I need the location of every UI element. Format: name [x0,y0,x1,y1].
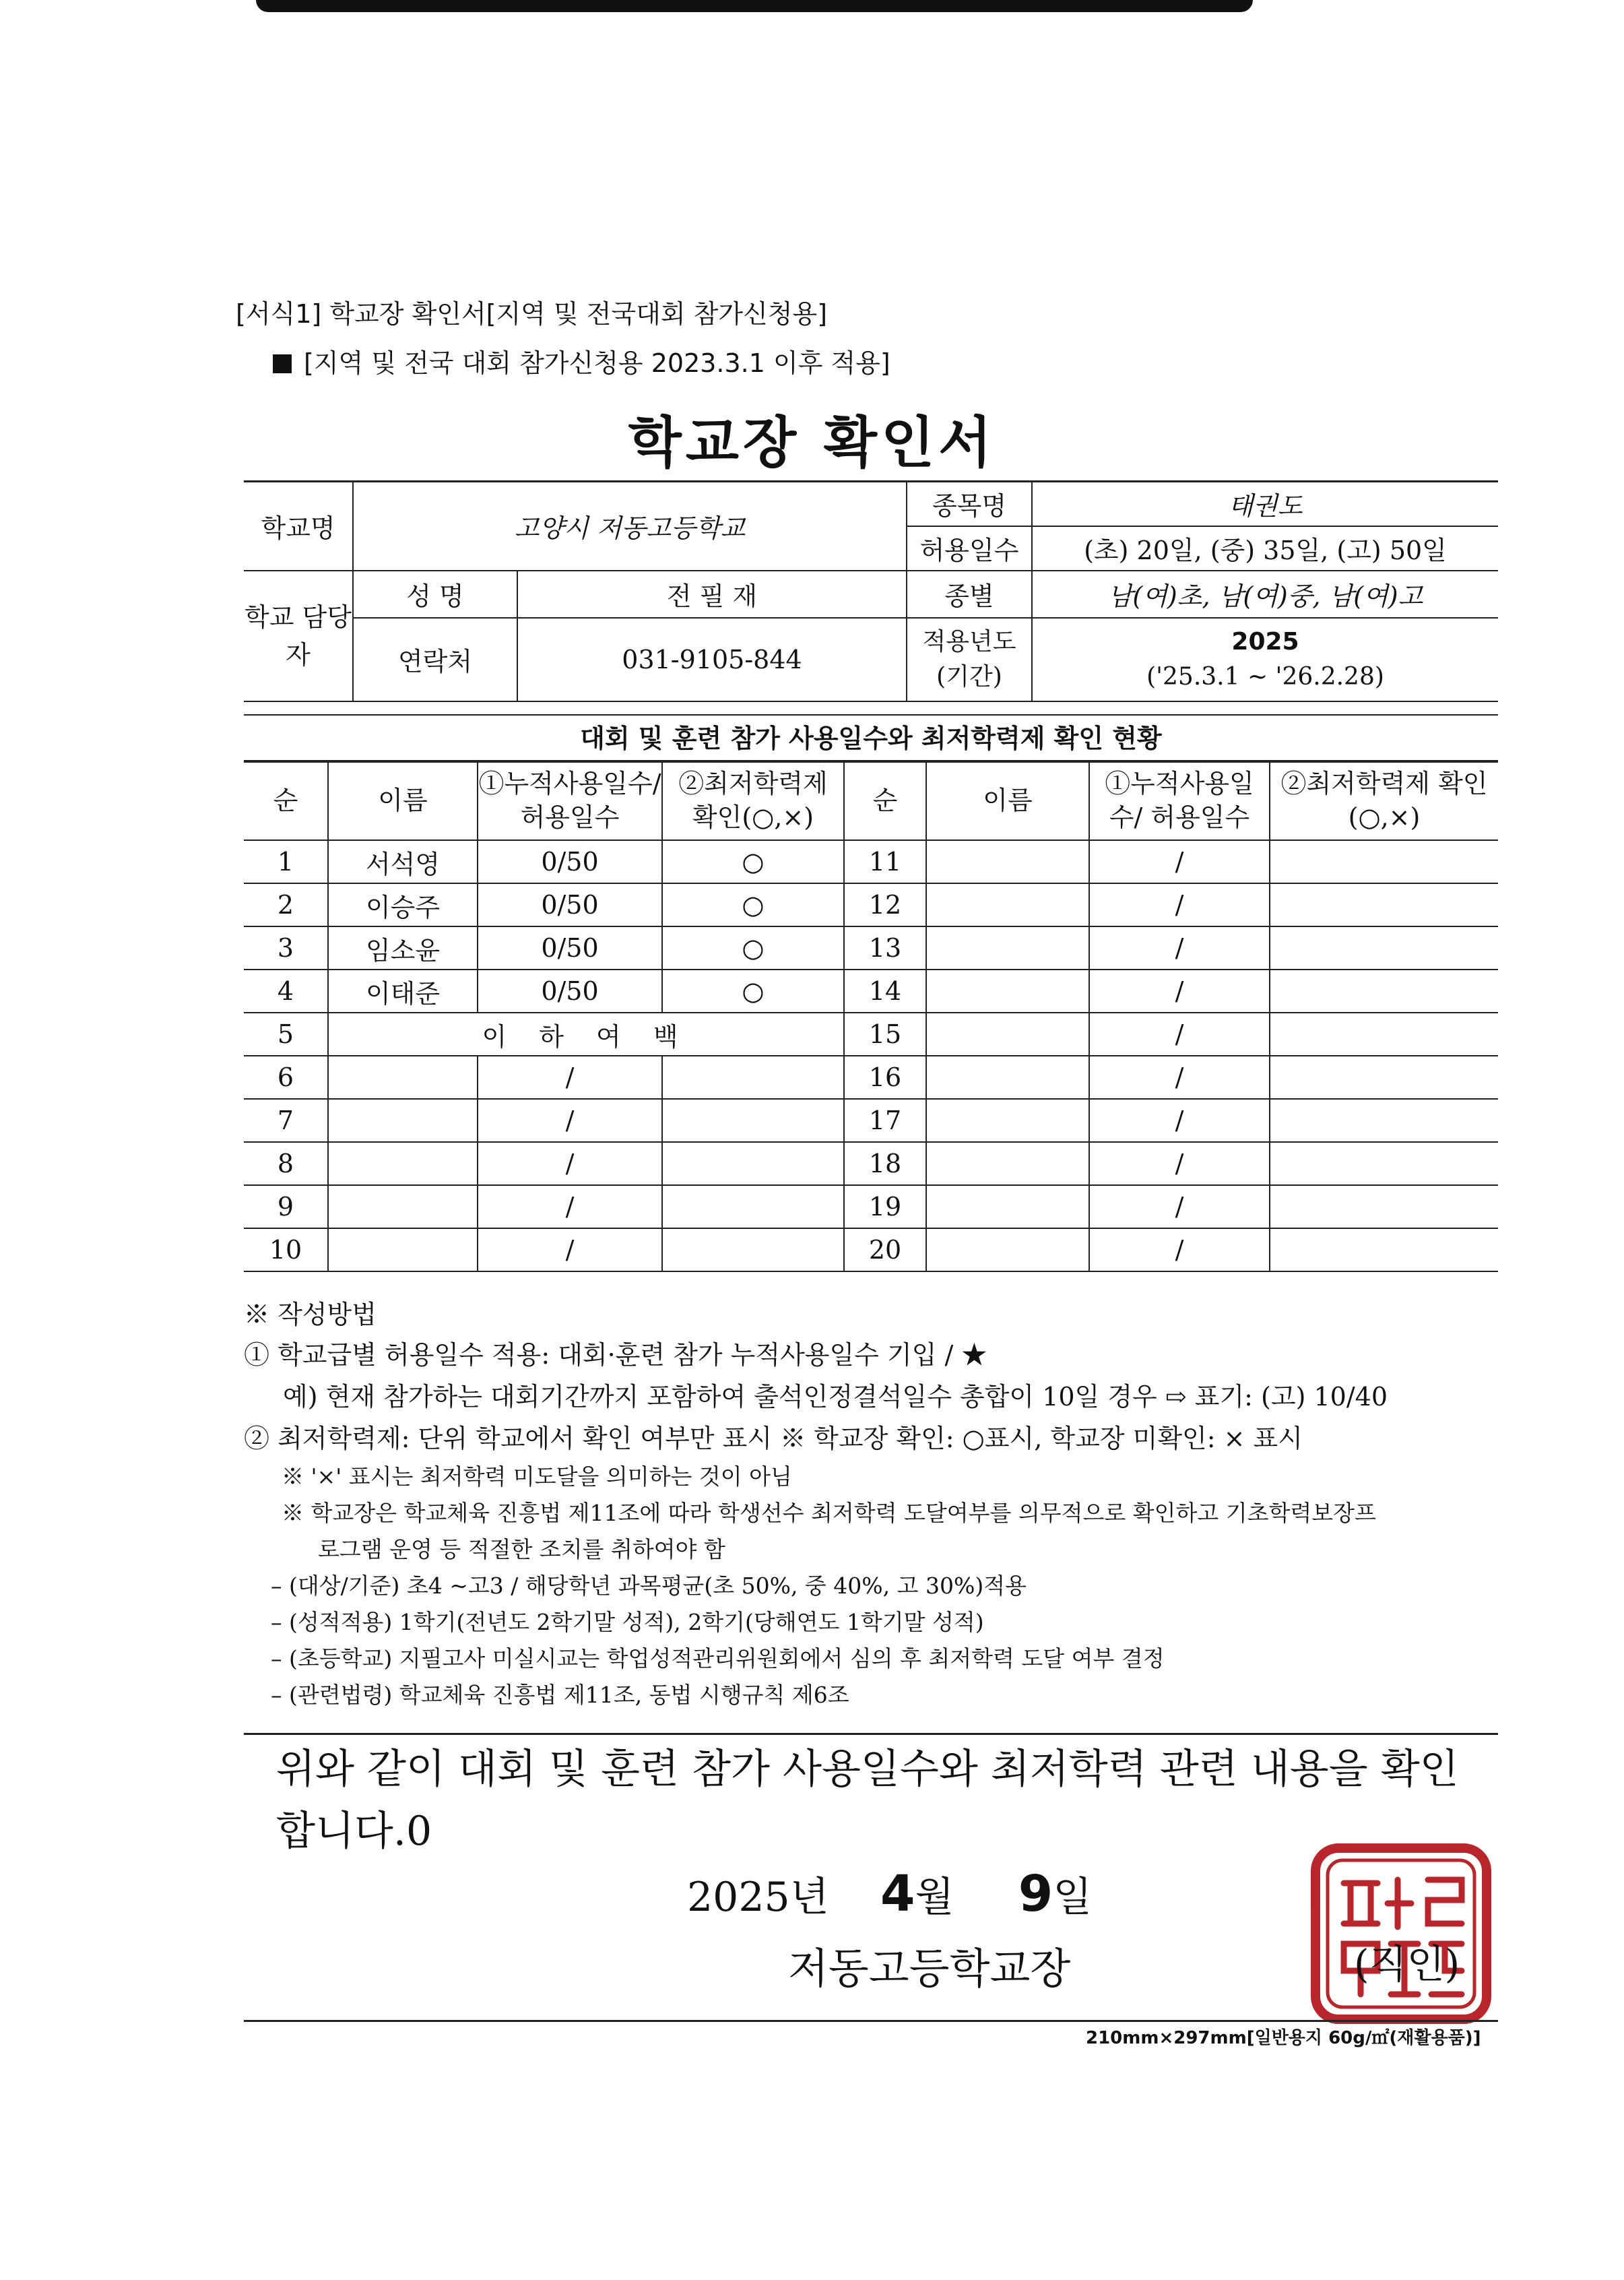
academic-check [662,1056,844,1099]
date-day: 9 [1018,1865,1053,1923]
used-days: / [478,1142,662,1185]
year-number: 2025 [1231,627,1299,656]
academic-check: ○ [662,840,844,883]
used-days: / [478,1228,662,1271]
student-name: 이태준 [328,970,478,1013]
academic-check [662,1185,844,1228]
year-value [1032,618,1498,701]
academic-check [1270,926,1498,970]
seal-mark: (직인) [1354,1941,1460,1987]
student-name [926,840,1089,883]
row-number: 20 [844,1228,926,1271]
student-name [926,883,1089,926]
divider-bottom [244,2020,1498,2022]
school-name-value: 고양시 저동고등학교 [353,482,907,571]
row-number: 4 [244,970,328,1013]
confirmation-text: 위와 같이 대회 및 훈련 참가 사용일수와 최저학력 관련 내용을 확인합니다.0 [276,1746,1459,1855]
used-days: / [1089,1228,1270,1271]
contact-label: 연락처 [353,618,517,701]
academic-check [1270,1013,1498,1056]
academic-check: ○ [662,926,844,970]
roster-table [244,760,1498,1272]
used-days: / [1089,1185,1270,1228]
note-line-7: – (대상/기준) 초4 ~고3 / 해당학년 과목평균(초 50%, 중 40%, 고 30%)적용 [271,1573,1027,1599]
note-line-4: ※ '×' 표시는 최저학력 미도달을 의미하는 것이 아님 [282,1463,792,1490]
row-number: 14 [844,970,926,1013]
allowed-days-label: 허용일수 [907,526,1032,571]
note-line-2: 예) 현재 참가하는 대회기간까지 포함하여 출석인정결석일수 총합이 10일 경우 ⇨ 표기: (고) 10/40 [283,1382,1388,1412]
table-row [244,883,1498,926]
used-days: / [478,1185,662,1228]
date-month-unit: 월 [915,1874,954,1921]
academic-check [662,1228,844,1271]
date-year: 2025년 [687,1874,829,1921]
table-row [244,1056,1498,1099]
year-label [907,618,1032,701]
student-name [926,1099,1089,1142]
row-number: 11 [844,840,926,883]
academic-check [1270,883,1498,926]
used-days: / [1089,883,1270,926]
year-label-sub: (기간) [936,662,1002,691]
student-name [328,1099,478,1142]
academic-check [1270,1056,1498,1099]
notes-heading: ※ 작성방법 [244,1300,377,1329]
page-title: 학교장 확인서 [628,411,996,475]
manager-name: 전 필 재 [517,571,907,618]
academic-check: ○ [662,970,844,1013]
row-number: 16 [844,1056,926,1099]
used-days: 0/50 [478,840,662,883]
category-value: 남(여)초, 남(여)중, 남(여)고 [1032,571,1498,618]
note-line-9: – (초등학교) 지필고사 미실시교는 학업성적관리위원회에서 심의 후 최저학력 도달 여부 결정 [271,1645,1165,1672]
sub-label-text: [지역 및 전국 대회 참가신청용 2023.3.1 이후 적용] [304,348,890,378]
student-name [328,1228,478,1271]
col-name-left: 이름 [328,761,478,840]
manager-label: 학교 담당자 [244,571,353,701]
academic-check [1270,1099,1498,1142]
category-label: 종별 [907,571,1032,618]
table-row [244,970,1498,1013]
principal-title: 저동고등학교장 [788,1944,1071,1993]
row-number: 9 [244,1185,328,1228]
period-value: ('25.3.1 ~ '26.2.28) [1146,662,1384,691]
row-number: 3 [244,926,328,970]
used-days: / [1089,840,1270,883]
student-name [926,1142,1089,1185]
date-day-unit: 일 [1053,1874,1093,1921]
table-row [244,1228,1498,1271]
note-line-8: – (성적적용) 1학기(전년도 2학기말 성적), 2학기(당해연도 1학기말 성적) [271,1609,984,1635]
info-table [244,480,1498,702]
academic-check [1270,1228,1498,1271]
table-row [244,926,1498,970]
academic-check [662,1099,844,1142]
name-label: 성 명 [353,571,517,618]
row-number: 13 [844,926,926,970]
academic-check [1270,970,1498,1013]
student-name [328,1142,478,1185]
used-days: 0/50 [478,926,662,970]
square-bullet-icon [273,354,292,373]
academic-check [1270,840,1498,883]
note-line-3: ② 최저학력제: 단위 학교에서 확인 여부만 표시 ※ 학교장 확인: ○표시, 학교장 미확인: × 표시 [244,1424,1303,1453]
table-row [244,840,1498,883]
contact-value: 031-9105-844 [517,618,907,701]
sub-label [273,342,890,379]
row-number: 18 [844,1142,926,1185]
used-days: / [1089,926,1270,970]
table-row [244,1013,1498,1056]
col-name-right: 이름 [926,761,1089,840]
form-label: [서식1] 학교장 확인서[지역 및 전국대회 참가신청용] [236,299,828,329]
col-no-left: 순 [244,761,328,840]
row-number: 6 [244,1056,328,1099]
col-days-left: ①누적사용일수/ 허용일수 [478,761,662,840]
confirmation-date [687,1865,1092,1923]
col-no-right: 순 [844,761,926,840]
academic-check [1270,1185,1498,1228]
used-days: / [1089,970,1270,1013]
row-number: 19 [844,1185,926,1228]
row-number: 10 [244,1228,328,1271]
table-row [244,1142,1498,1185]
note-line-5: ※ 학교장은 학교체육 진흥법 제11조에 따라 학생선수 최저학력 도달여부를 의무적으로 확인하고 기초학력보장프 [282,1500,1376,1526]
used-days: / [1089,1142,1270,1185]
col-check-left: ②최저학력제 확인(○,×) [662,761,844,840]
paper-spec: 210mm×297mm[일반용지 60g/㎡(재활용품)] [1086,2028,1481,2048]
student-name: 서석영 [328,840,478,883]
table-row [244,1099,1498,1142]
academic-check [662,1142,844,1185]
student-name: 이승주 [328,883,478,926]
row-number: 5 [244,1013,328,1056]
student-name [926,970,1089,1013]
scan-edge-shadow [256,0,1253,12]
student-name [926,1228,1089,1271]
note-line-1: ① 학교급별 허용일수 적용: 대회·훈련 참가 누적사용일수 기입 / ★ [244,1340,987,1370]
school-name-label: 학교명 [244,482,353,571]
used-days: / [478,1099,662,1142]
rest-blank-note: 이 하 여 백 [328,1013,844,1056]
col-check-right: ②최저학력제 확인(○,×) [1270,761,1498,840]
col-days-right: ①누적사용일수/ 허용일수 [1089,761,1270,840]
allowed-days-value: (초) 20일, (중) 35일, (고) 50일 [1032,526,1498,571]
used-days: / [1089,1099,1270,1142]
row-number: 1 [244,840,328,883]
sport-label: 종목명 [907,482,1032,526]
year-label-main: 적용년도 [922,627,1016,656]
academic-check [1270,1142,1498,1185]
note-line-6: 로그램 운영 등 적절한 조치를 취하여야 함 [318,1536,725,1562]
student-name: 임소윤 [328,926,478,970]
used-days: / [1089,1013,1270,1056]
table-row [244,1185,1498,1228]
row-number: 17 [844,1099,926,1142]
sport-value: 태권도 [1032,482,1498,526]
used-days: / [478,1056,662,1099]
row-number: 2 [244,883,328,926]
row-number: 7 [244,1099,328,1142]
student-name [328,1185,478,1228]
student-name [926,926,1089,970]
used-days: 0/50 [478,883,662,926]
note-line-10: – (관련법령) 학교체육 진흥법 제11조, 동법 시행규칙 제6조 [271,1682,849,1708]
student-name [926,1056,1089,1099]
academic-check: ○ [662,883,844,926]
date-month: 4 [880,1865,915,1923]
student-name [926,1185,1089,1228]
student-name [926,1013,1089,1056]
student-name [328,1056,478,1099]
row-number: 8 [244,1142,328,1185]
row-number: 15 [844,1013,926,1056]
used-days: / [1089,1056,1270,1099]
used-days: 0/50 [478,970,662,1013]
divider-top [244,1733,1498,1735]
roster-section-title: 대회 및 훈련 참가 사용일수와 최저학력제 확인 현황 [244,714,1498,763]
row-number: 12 [844,883,926,926]
instructions [244,1294,1510,1714]
